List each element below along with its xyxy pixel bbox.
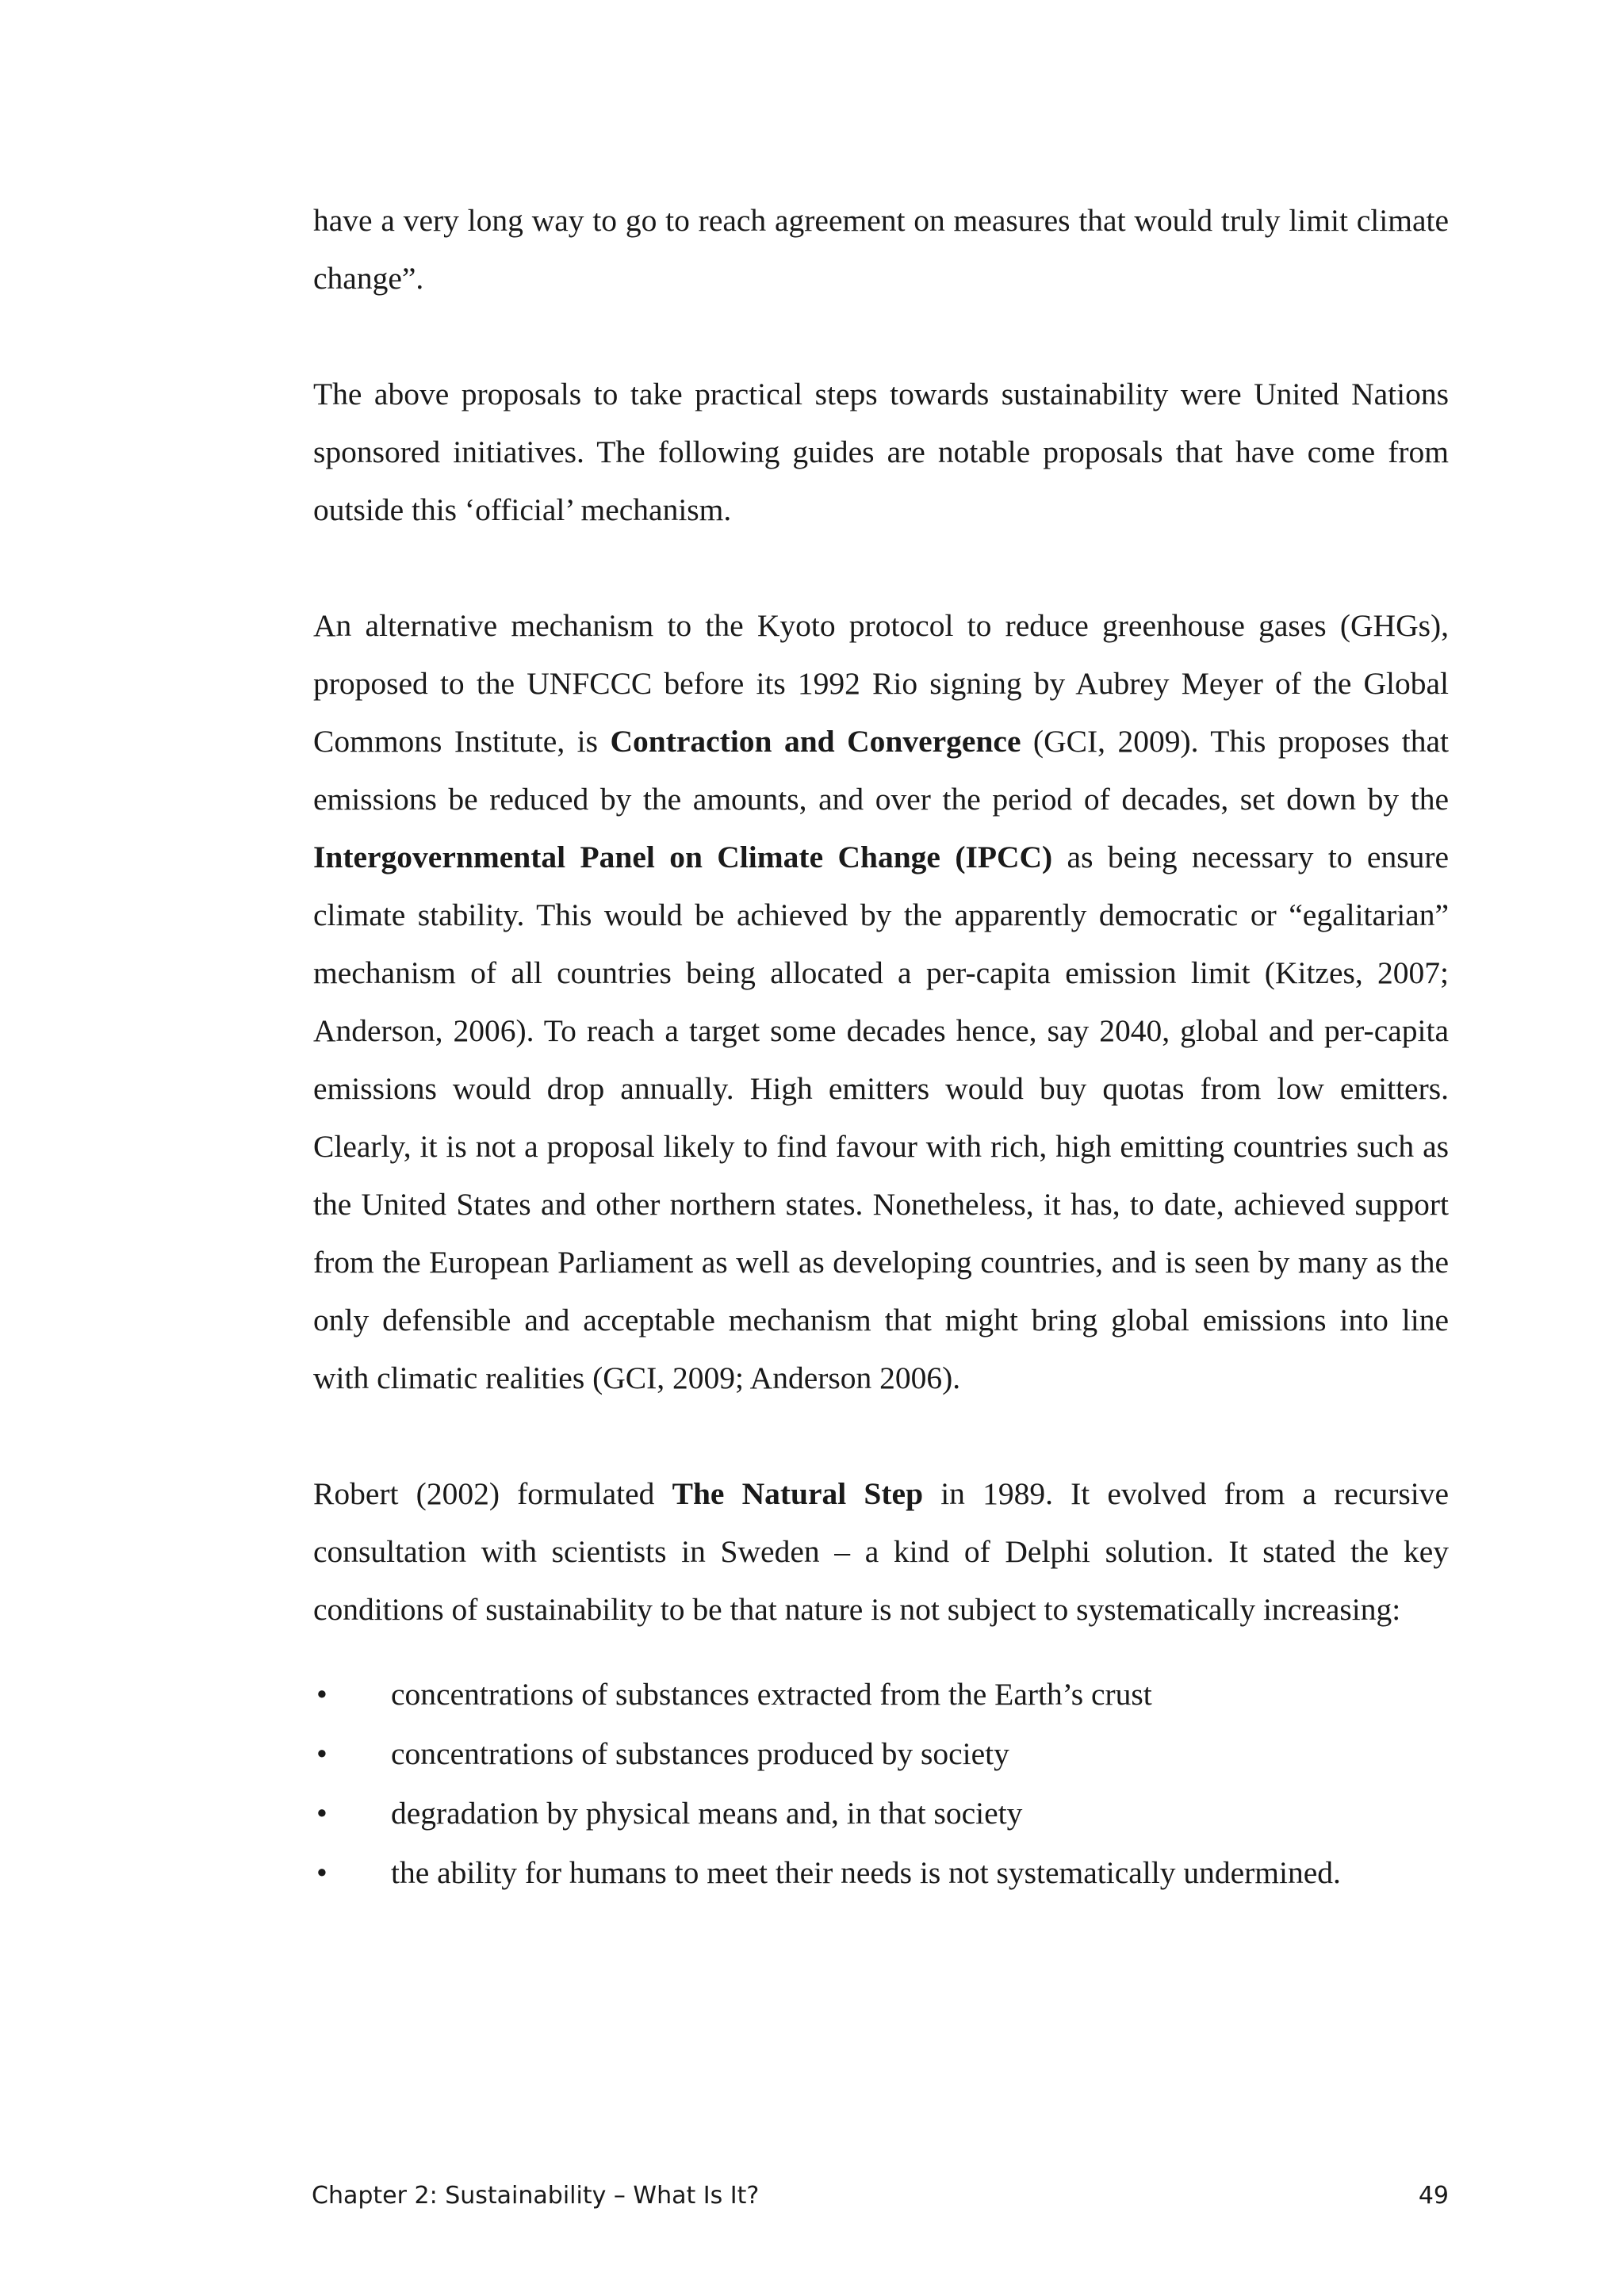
paragraph-3-text-e: as being necessary to ensure climate stability. This would be achieved by the apparently democratic or “egalitarian” mechanism of all countries being allocated a per-capita emission limit (Kitzes, 2007; Anderson, 2006). To reach a target some decades hence, say 2040, global and per-capita emissions would drop annually. High emitters would buy quotas from low emitters. Clearly, it is not a proposal likely to find favour with rich, high emitting countries such as the United States and other northern states. Nonetheless, it has, to date, achieved support from the European Parliament as well as developing countries, and is seen by many as the only defensible and acceptable mechanism that might bring global emissions into line with climatic realities (GCI, 2009; Anderson 2006). xyxy=(313,840,1450,1395)
paragraph-4-text-c: in 1989. It evolved from a recursive consultation with scientists in Sweden – a kind of Delphi solution. It stated the key conditions of sustainability to be that nature is not subject to systematically increasing: xyxy=(313,1476,1449,1627)
list-item xyxy=(313,1665,1449,1724)
paragraph-1: have a very long way to go to reach agreement on measures that would truly limit climate change”. xyxy=(313,203,1449,296)
paragraph-4-text-a: Robert (2002) formulated xyxy=(313,1476,672,1511)
paragraph-3 xyxy=(313,597,1449,1407)
bullet-icon: • xyxy=(316,1855,327,1890)
footer-chapter-title: Chapter 2: Sustainability – What Is It? xyxy=(312,2182,760,2210)
list-item-text: degradation by physical means and, in that society xyxy=(391,1796,1023,1831)
paragraph-4 xyxy=(313,1465,1449,1639)
conditions-list xyxy=(313,1665,1449,1903)
term-natural-step: The Natural Step xyxy=(672,1476,924,1511)
list-item-text: concentrations of substances produced by society xyxy=(391,1736,1009,1771)
paragraph-3-text-c: (GCI, 2009). This proposes that emissions be reduced by the amounts, and over the period of decades, set down by the xyxy=(313,724,1449,817)
bullet-icon: • xyxy=(316,1677,327,1712)
list-item xyxy=(313,1724,1449,1784)
body-text xyxy=(313,192,1449,1903)
list-item-text: the ability for humans to meet their needs is not systematically undermined. xyxy=(391,1855,1341,1890)
paragraph-2: The above proposals to take practical steps towards sustainability were United Nations sponsored initiatives. The following guides are notable proposals that have come from outside this ‘official’ mechanism. xyxy=(313,377,1449,527)
bullet-icon: • xyxy=(316,1736,327,1771)
term-ipcc: Intergovernmental Panel on Climate Change (IPCC) xyxy=(313,840,1053,874)
paragraph-3-text-a: An alternative mechanism to the Kyoto protocol to reduce greenhouse gases (GHGs), proposed to the UNFCCC before its 1992 Rio signing by Aubrey Meyer of the Global Commons Institute, is xyxy=(313,608,1449,759)
term-contraction-convergence: Contraction and Convergence xyxy=(610,724,1021,759)
bullet-icon: • xyxy=(316,1796,327,1831)
page-number: 49 xyxy=(1418,2182,1449,2210)
list-item xyxy=(313,1843,1449,1903)
list-item-text: concentrations of substances extracted from the Earth’s crust xyxy=(391,1677,1152,1712)
list-item xyxy=(313,1784,1449,1843)
